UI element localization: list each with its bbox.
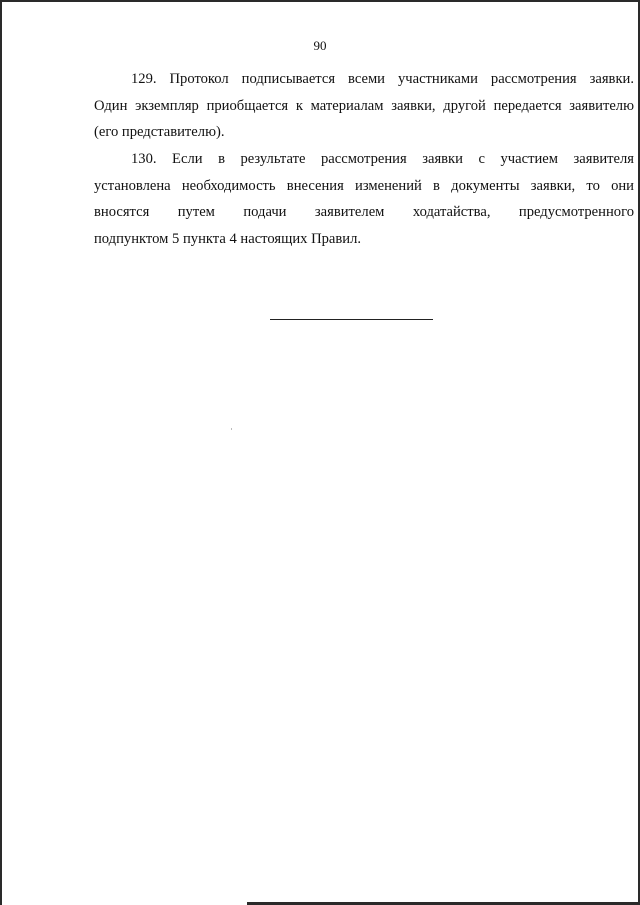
paragraph-130 xyxy=(94,146,634,252)
page-number: 90 xyxy=(313,38,327,53)
scan-edge-left xyxy=(0,0,2,905)
paragraph-line: подпунктом 5 пункта 4 настоящих Правил. xyxy=(94,230,362,247)
paragraph-line: установлена необходимость внесения изменений в документы заявки, то они xyxy=(94,177,634,194)
paragraph-line: 129. Протокол подписывается всеми участниками рассмотрения заявки. xyxy=(131,71,634,87)
paragraph-129 xyxy=(94,66,634,146)
scan-speck xyxy=(231,428,232,430)
paragraph-line: вносятся путем подачи заявителем ходатайства, предусмотренного xyxy=(94,204,634,220)
paragraph-line: Один экземпляр приобщается к материалам заявки, другой передается заявителю xyxy=(94,97,634,114)
end-of-document-rule xyxy=(270,319,433,320)
paragraph-line: (его представителю). xyxy=(94,124,225,140)
scan-edge-top xyxy=(0,0,640,2)
paragraph-line: 130. Если в результате рассмотрения заявки с участием заявителя xyxy=(131,151,634,167)
